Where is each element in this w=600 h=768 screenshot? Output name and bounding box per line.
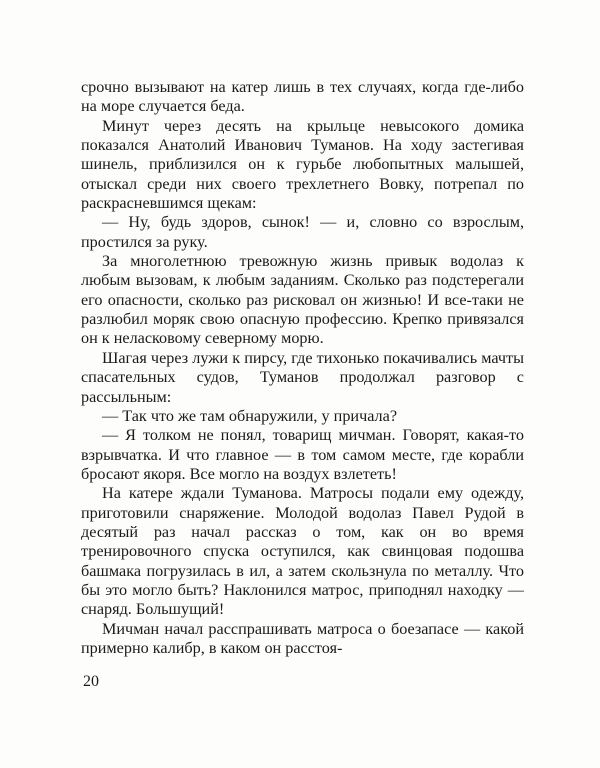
paragraph-4: За многолетнюю тревожную жизнь привык водолаз к любым вызовам, к любым заданиям. Сколько раз подстерегали его опасности, сколько раз рисковал он жизнью! И все-таки не разлюбил моряк свою опасную профессию. Крепко привязался он к неласковому северному морю.	[81, 252, 524, 348]
paragraph-7: — Я толком не понял, товарищ мичман. Говорят, какая-то взрывчатка. И что главное — в том самом месте, где корабли бросают якоря. Все могло на воздух взлететь!	[81, 426, 524, 483]
page-number: 20	[83, 673, 99, 690]
paragraph-1: срочно вызывают на катер лишь в тех случаях, когда где-либо на море случается беда.	[81, 78, 524, 116]
body-text	[81, 78, 524, 658]
paragraph-9: Мичман начал расспрашивать матроса о боезапасе — какой примерно калибр, в каком он расстоя-	[81, 619, 524, 657]
paragraph-3: — Ну, будь здоров, сынок! — и, словно со взрослым, простился за руку.	[81, 213, 524, 251]
paragraph-8: На катере ждали Туманова. Матросы подали ему одежду, приготовили снаряжение. Молодой водолаз Павел Рудой в десятый раз начал рассказ о том, как он во время тренировочного спуска оступился, как свинцовая подошва башмака погрузилась в ил, а затем скользнула по металлу. Что бы это могло быть? Наклонился матрос, приподнял находку — снаряд. Большущий!	[81, 484, 524, 619]
paragraph-2: Минут через десять на крыльце невысокого домика показался Анатолий Иванович Туманов. На ходу застегивая шинель, приблизился он к гурьбе любопытных малышей, отыскал среди них своего трехлетнего Вовку, потрепал по раскрасневшимся щекам:	[81, 116, 524, 213]
paragraph-5: Шагая через лужи к пирсу, где тихонько покачивались мачты спасательных судов, Туманов продолжал разговор с рассыльным:	[81, 348, 524, 406]
paragraph-6: — Так что же там обнаружили, у причала?	[102, 406, 398, 425]
